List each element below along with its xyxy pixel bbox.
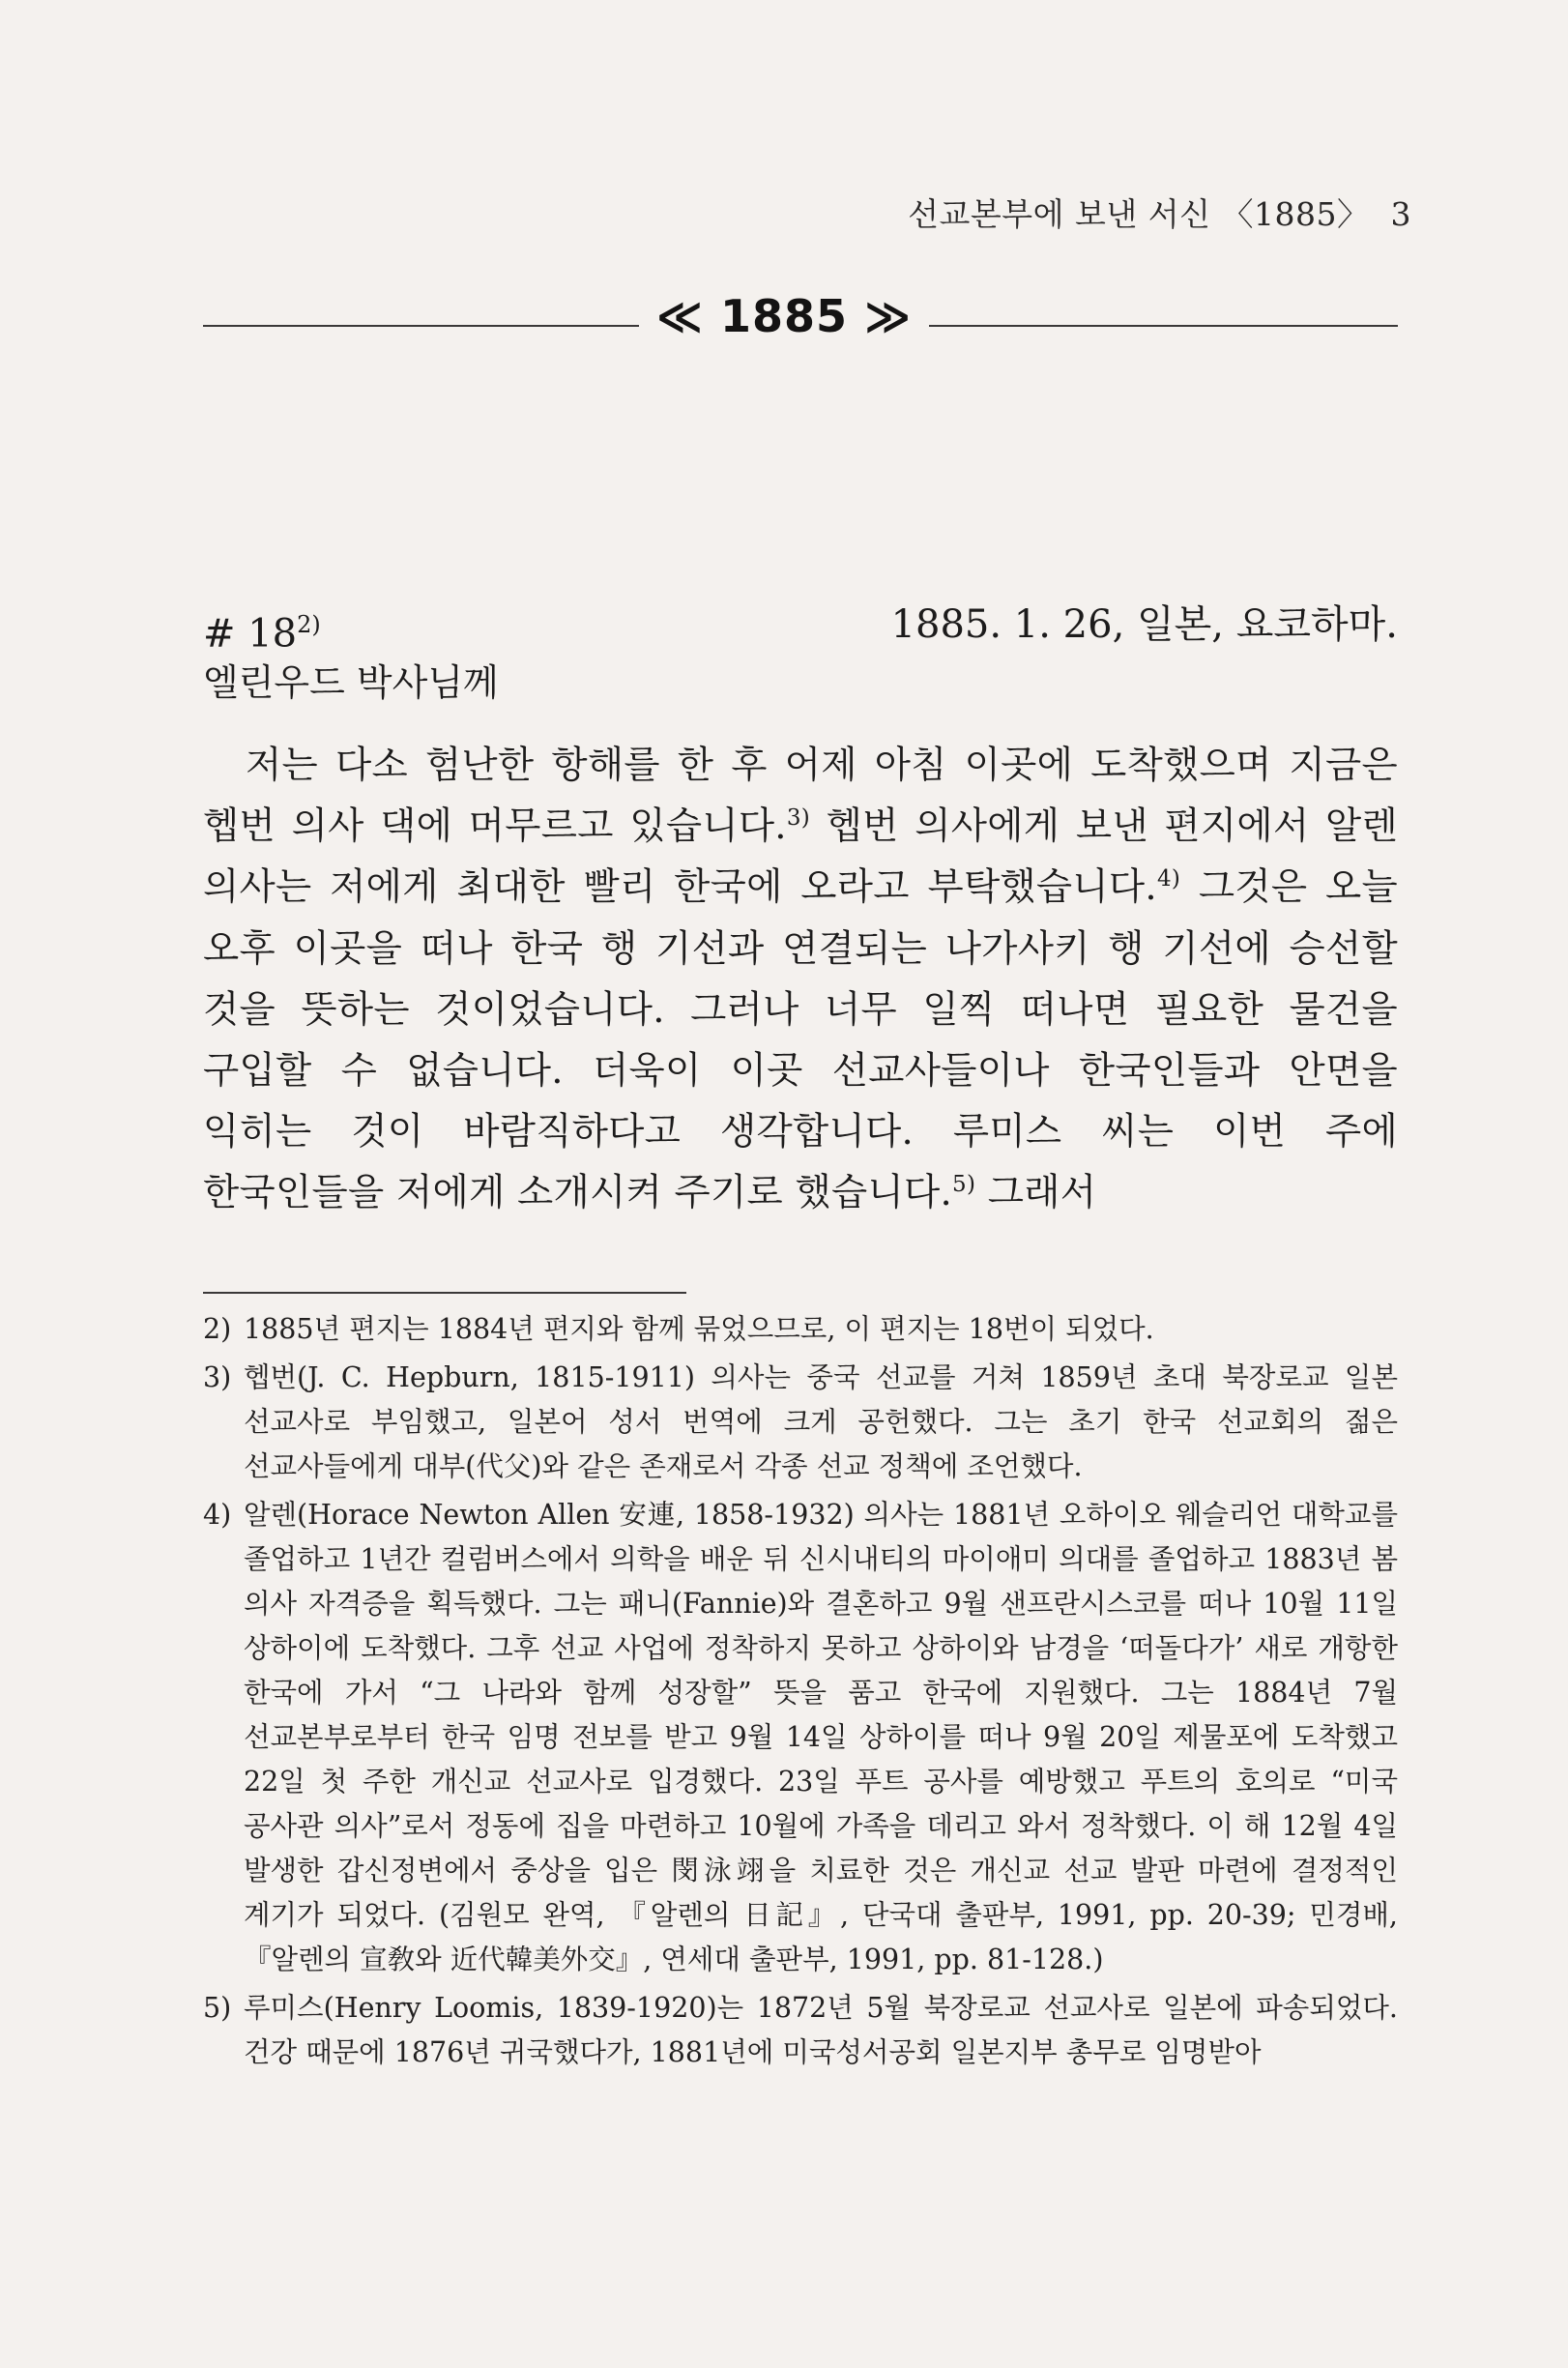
letter-number bbox=[203, 596, 321, 662]
footnote-ref: 4) bbox=[1156, 866, 1181, 892]
body-segment: 그것은 오늘 오후 이곳을 떠나 한국 행 기선과 연결되는 나가사키 행 기선에 승선할 것을 뜻하는 것이었습니다. 그러나 너무 일찍 떠나면 필요한 물건을 구입할 수 없습니다. 더욱이 이곳 선교사들이나 한국인들과 안면을 익히는 것이 바람직하다고 생각합니다. 루미스 씨는 이번 주에 한국인들을 저에게 소개시켜 주기로 했습니다. bbox=[203, 865, 1398, 1215]
letter-paragraph bbox=[203, 735, 1398, 1224]
footnote-number: 5) bbox=[203, 1992, 232, 2024]
footnote-ref: 3) bbox=[786, 805, 811, 832]
footnote-number: 3) bbox=[203, 1361, 232, 1393]
footnote-number: 2) bbox=[203, 1313, 232, 1345]
body-segment: 헵번 의사에게 보낸 편지에서 알렌 의사는 저에게 최대한 빨리 한국에 오라고 부탁했습니다. bbox=[203, 804, 1398, 910]
footnote-item bbox=[203, 1356, 1398, 1489]
section-title-wrap bbox=[0, 290, 1568, 342]
letter-heading bbox=[203, 596, 1398, 662]
letter-number-note: 2) bbox=[297, 611, 321, 638]
footnote-text: 루미스(Henry Loomis, 1839-1920)는 1872년 5월 북장로교 선교사로 일본에 파송되었다. 건강 때문에 1876년 귀국했다가, 1881년에 미국성서공회 일본지부 총무로 임명받아 bbox=[244, 1992, 1398, 2068]
footnote-item bbox=[203, 1986, 1398, 2075]
letter-body bbox=[203, 735, 1398, 1224]
footnote-number: 4) bbox=[203, 1499, 232, 1531]
footnote-text: 알렌(Horace Newton Allen 安連, 1858-1932) 의사는 1881년 오하이오 웨슬리언 대학교를 졸업하고 1년간 컬럼버스에서 의학을 배운 뒤 신시내티의 마이애미 의대를 졸업하고 1883년 봄 의사 자격증을 획득했다. 그는 패니(Fannie)와 결혼하고 9월 샌프란시스코를 떠나 10월 11일 상하이에 도착했다. 그후 선교 사업에 정착하지 못하고 상하이와 남경을 ‘떠돌다가’ 새로 개항한 한국에 가서 “그 나라와 함께 성장할” 뜻을 품고 한국에 지원했다. 그는 1884년 7월 선교본부로부터 한국 임명 전보를 받고 9월 14일 상하이를 떠나 9월 20일 제물포에 도착했고 22일 첫 주한 개신교 선교사로 입경했다. 23일 푸트 공사를 예방했고 푸트의 호의로 “미국 공사관 의사”로서 정동에 집을 마련하고 10월에 가족을 데리고 와서 정착했다. 이 해 12월 4일 발생한 갑신정변에서 중상을 입은 閔泳翊을 치료한 것은 개신교 선교 발판 마련에 결정적인 계기가 되었다. (김원모 완역, 『알렌의 日記』, 단국대 출판부, 1991, pp. 20-39; 민경배, 『알렌의 宣敎와 近代韓美外交』, 연세대 출판부, 1991, pp. 81-128.) bbox=[244, 1499, 1398, 1975]
letter-date-place: 1885. 1. 26, 일본, 요코하마. bbox=[890, 602, 1398, 647]
footnotes bbox=[203, 1307, 1398, 2079]
footnote-text: 헵번(J. C. Hepburn, 1815-1911) 의사는 중국 선교를 거쳐 1859년 초대 북장로교 일본 선교사로 부임했고, 일본어 성서 번역에 크게 공헌했다. 그는 초기 한국 선교회의 젊은 선교사들에게 대부(代父)와 같은 존재로서 각종 선교 정책에 조언했다. bbox=[244, 1361, 1398, 1482]
body-segment: 저는 다소 험난한 항해를 한 후 어제 아침 이곳에 도착했으며 지금은 헵번 의사 댁에 머무르고 있습니다. bbox=[203, 744, 1398, 849]
letter-number-text: # 18 bbox=[203, 611, 298, 657]
letter-salutation: 엘린우드 박사님께 bbox=[203, 661, 499, 704]
section-title: ≪ 1885 ≫ bbox=[639, 290, 929, 342]
footnote-rule bbox=[203, 1292, 686, 1294]
running-header bbox=[908, 190, 1411, 235]
page-number: 3 bbox=[1390, 195, 1411, 233]
running-header-title: 선교본부에 보낸 서신 〈1885〉 bbox=[908, 195, 1370, 233]
body-segment: 그래서 bbox=[975, 1171, 1097, 1215]
footnote-ref: 5) bbox=[952, 1172, 976, 1198]
footnote-item bbox=[203, 1493, 1398, 1982]
footnote-text: 1885년 편지는 1884년 편지와 함께 묶었으므로, 이 편지는 18번이 되었다. bbox=[244, 1313, 1154, 1345]
footnote-item bbox=[203, 1307, 1398, 1352]
